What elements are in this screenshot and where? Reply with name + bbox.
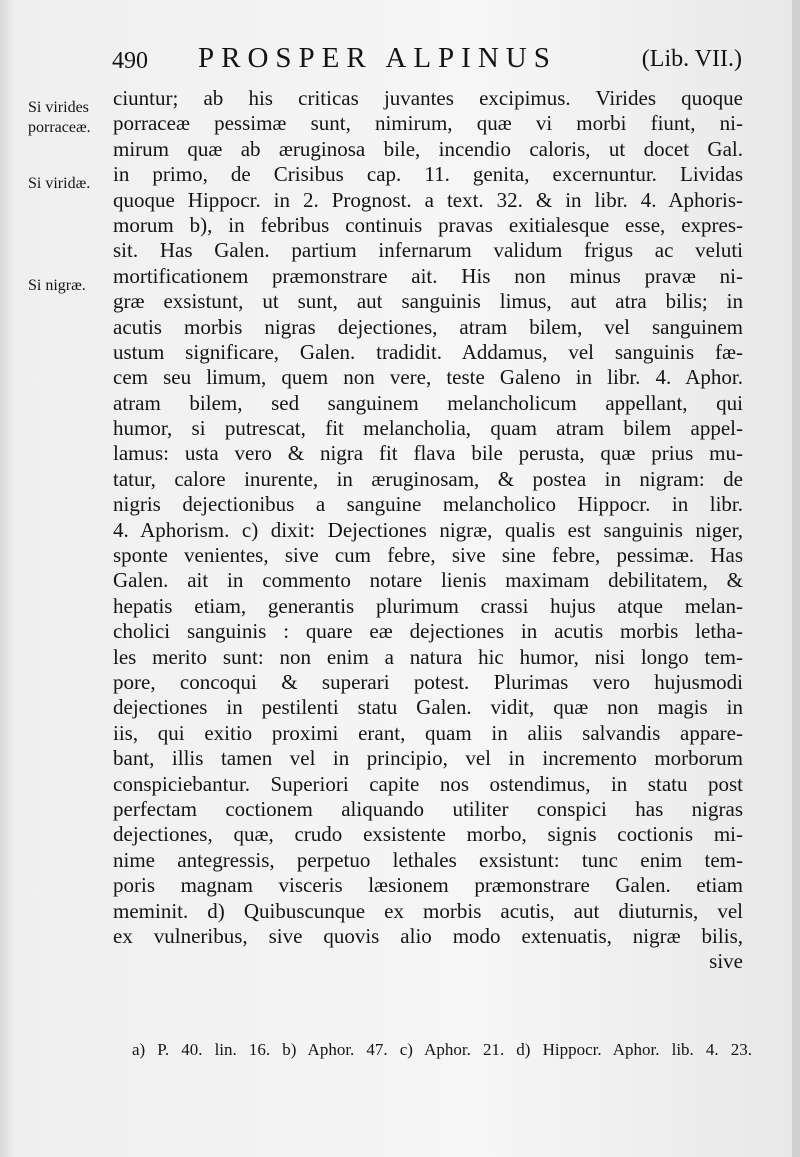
text-line: humor, si putrescat, fit melancholia, quam atram bilem appel- <box>113 416 743 441</box>
text-line: iis, qui exitio proximi erant, quam in aliis salvandis appare- <box>113 720 743 745</box>
body-text <box>113 86 743 975</box>
text-line: 4. Aphorism. c) dixit: Dejectiones nigræ, qualis est sanguinis niger, <box>113 517 743 542</box>
text-line: mirum quæ ab æruginosa bile, incendio caloris, ut docet Gal. <box>113 136 743 161</box>
text-line: græ exsistunt, ut sunt, aut sanguinis limus, aut atra bilis; in <box>113 289 743 314</box>
text-line: nime antegressis, perpetuo lethales exsistunt: tunc enim tem- <box>113 847 743 872</box>
text-line: Galen. ait in commento notare lienis maximam debilitatem, & <box>113 568 743 593</box>
text-line: ciuntur; ab his criticas juvantes excipimus. Virides quoque <box>113 86 743 110</box>
text-line: perfectam coctionem aliquando utiliter conspici has nigras <box>113 796 743 821</box>
text-line: les merito sunt: non enim a natura hic humor, nisi longo tem- <box>113 644 743 669</box>
text-line: sponte venientes, sive cum febre, sive sine febre, pessimæ. Has <box>113 543 743 568</box>
catchword: sive <box>709 949 743 974</box>
text-line: porraceæ pessimæ sunt, nimirum, quæ vi morbi fiunt, ni- <box>113 111 743 136</box>
text-line: ustum significare, Galen. tradidit. Addamus, vel sanguinis fæ- <box>113 339 743 364</box>
text-line: poris magnam visceris læsionem præmonstrare Galen. etiam <box>113 873 743 898</box>
page-number: 490 <box>112 48 148 74</box>
text-line: mortificationem præmonstrare ait. His non minus pravæ ni- <box>113 263 743 288</box>
footnotes: a) P. 40. lin. 16. b) Aphor. 47. c) Aphor. 21. d) Hippocr. Aphor. lib. 4. 23. <box>132 1040 752 1059</box>
text-line: sit. Has Galen. partium infernarum validum frigus ac veluti <box>113 238 743 263</box>
text-line: in primo, de Crisibus cap. 11. genita, excernuntur. Lividas <box>113 162 743 187</box>
page-edge <box>792 0 800 1157</box>
running-title: PROSPER ALPINUS <box>198 42 557 74</box>
text-line: nigris dejectionibus a sanguine melancholico Hippocr. in libr. <box>113 492 743 517</box>
page-header <box>112 40 742 80</box>
text-line: lamus: usta vero & nigra fit flava bile perusta, quæ prius mu- <box>113 441 743 466</box>
text-line: dejectiones, quæ, crudo exsistente morbo, signis coctionis mi- <box>113 822 743 847</box>
text-line: cholici sanguinis : quare eæ dejectiones in acutis morbis letha- <box>113 619 743 644</box>
text-line: ex vulneribus, sive quovis alio modo extenuatis, nigræ bilis, <box>113 923 743 948</box>
text-line: acutis morbis nigras dejectiones, atram bilem, vel sanguinem <box>113 314 743 339</box>
text-line: dejectiones in pestilenti statu Galen. vidit, quæ non magis in <box>113 695 743 720</box>
text-line: cem seu limum, quem non vere, teste Galeno in libr. 4. Aphor. <box>113 365 743 390</box>
margin-note: Si viridæ. <box>28 175 91 192</box>
text-line: quoque Hippocr. in 2. Prognost. a text. 32. & in libr. 4. Aphoris- <box>113 187 743 212</box>
text-line: meminit. d) Quibuscunque ex morbis acutis, aut diuturnis, vel <box>113 898 743 923</box>
text-line: tatur, calore inurente, in æruginosam, & postea in nigram: de <box>113 466 743 491</box>
book-label: (Lib. VII.) <box>641 46 742 72</box>
margin-note: Si virides porraceæ. <box>28 99 91 136</box>
text-line: atram bilem, sed sanguinem melancholicum appellant, qui <box>113 390 743 415</box>
text-line: hepatis etiam, generantis plurimum crassi hujus atque melan- <box>113 593 743 618</box>
text-line: pore, concoqui & superari potest. Plurimas vero hujusmodi <box>113 669 743 694</box>
text-line: bant, illis tamen vel in principio, vel in incremento morborum <box>113 746 743 771</box>
margin-note: Si nigræ. <box>28 277 86 294</box>
text-line: conspiciebantur. Superiori capite nos ostendimus, in statu post <box>113 771 743 796</box>
text-line: morum b), in febribus continuis pravas exitialesque esse, expres- <box>113 212 743 237</box>
